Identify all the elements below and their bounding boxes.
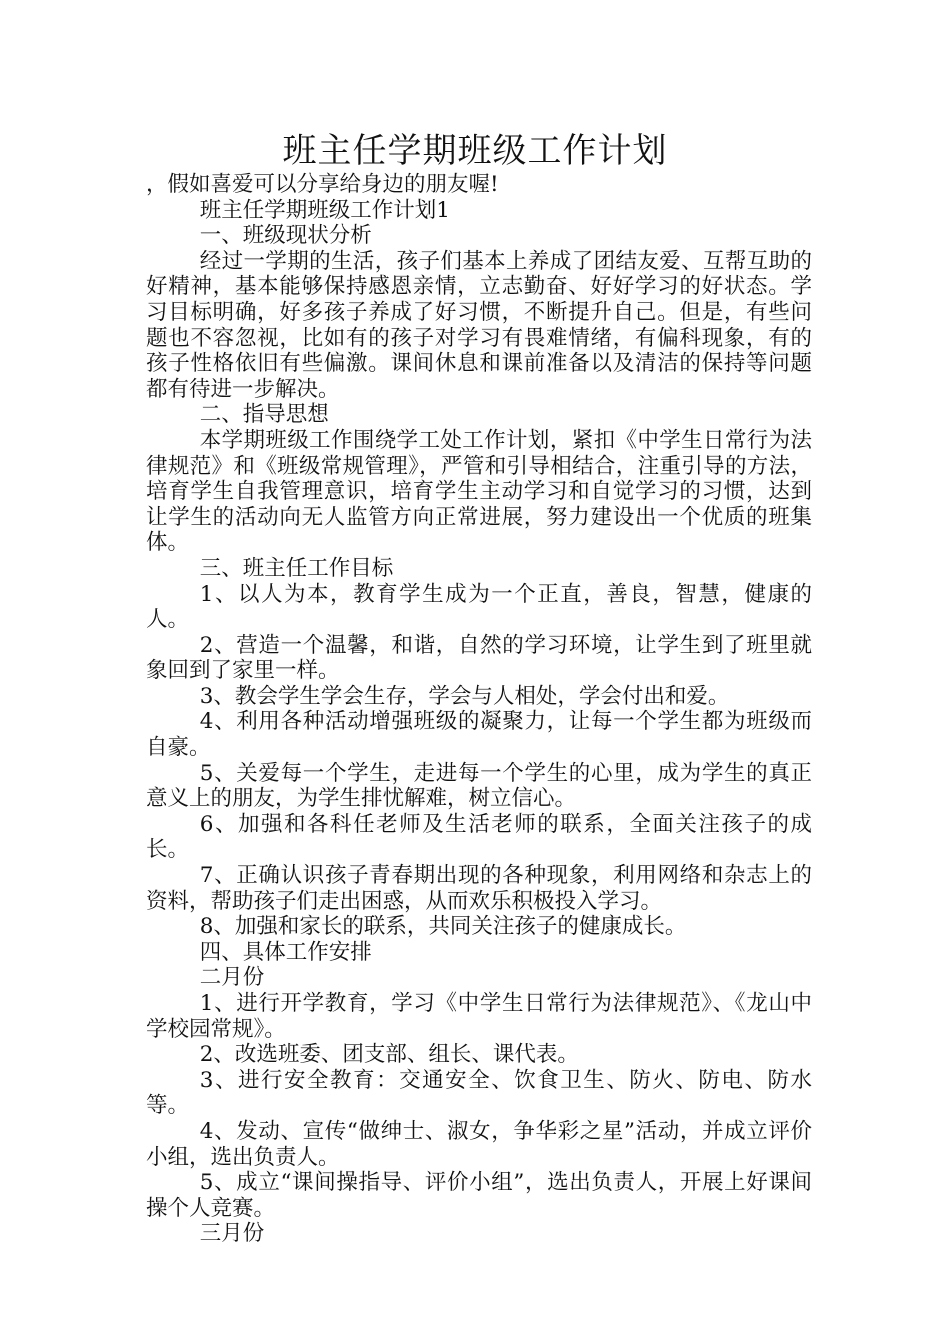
paragraph: 5、关爱每一个学生，走进每一个学生的心里，成为学生的真正意义上的朋友，为学生排忧解难，树立信心。 [146,760,812,812]
paragraph: 三、班主任工作目标 [199,555,394,581]
paragraph: 6、加强和各科任老师及生活老师的联系，全面关注孩子的成长。 [146,811,812,863]
paragraph: 班主任学期班级工作计划1 [199,197,450,223]
paragraph: 2、改选班委、团支部、组长、课代表。 [199,1042,579,1068]
paragraph: 3、进行安全教育：交通安全、饮食卫生、防火、防电、防水等。 [146,1067,812,1119]
document-body [146,172,812,1247]
paragraph: 经过一学期的生活，孩子们基本上养成了团结友爱、互帮互助的好精神，基本能够保持感恩亲情，立志勤奋、好好学习的好状态。学习目标明确，好多孩子养成了好习惯，不断提升自己。但是，有些问题也不容忽视，比如有的孩子对学习有畏难情绪，有偏科现象，有的孩子性格依旧有些偏激。课间休息和课前准备以及清洁的保持等问题都有待进一步解决。 [146,248,812,402]
paragraph: 1、以人为本，教育学生成为一个正直，善良，智慧，健康的人。 [146,581,812,633]
paragraph: 四、具体工作安排 [199,939,372,965]
paragraph: 三月份 [199,1221,265,1247]
paragraph: 二月份 [199,965,265,991]
paragraph: 1、进行开学教育，学习《中学生日常行为法律规范》、《龙山中学校园常规》。 [146,991,812,1042]
paragraph: 2、营造一个温馨，和谐，自然的学习环境，让学生到了班里就象回到了家里一样。 [146,632,812,684]
paragraph: 8、加强和家长的联系，共同关注孩子的健康成长。 [199,914,687,940]
document-title: 班主任学期班级工作计划 [282,131,668,171]
paragraph: 4、发动、宣传“做绅士、淑女，争华彩之星”活动，并成立评价小组，选出负责人。 [146,1118,812,1170]
paragraph: 4、利用各种活动增强班级的凝聚力，让每一个学生都为班级而自豪。 [146,709,812,761]
paragraph: 本学期班级工作围绕学工处工作计划，紧扣《中学生日常行为法律规范》和《班级常规管理》，严管和引导相结合，注重引导的方法，培育学生自我管理意识，培育学生主动学习和自觉学习的习惯，达到让学生的活动向无人监管方向正常进展，努力建设出一个优质的班集体。 [146,427,812,556]
paragraph: 7、正确认识孩子青春期出现的各种现象，利用网络和杂志上的资料，帮助孩子们走出困惑，从而欢乐积极投入学习。 [146,863,812,914]
paragraph: 二、指导思想 [199,402,329,428]
paragraph: 5、成立“课间操指导、评价小组”，选出负责人，开展上好课间操个人竞赛。 [146,1170,812,1221]
paragraph: 一、班级现状分析 [199,223,372,249]
paragraph: 3、教会学生学会生存，学会与人相处，学会付出和爱。 [199,683,730,709]
paragraph: ，假如喜爱可以分享给身边的朋友喔! [146,172,499,197]
